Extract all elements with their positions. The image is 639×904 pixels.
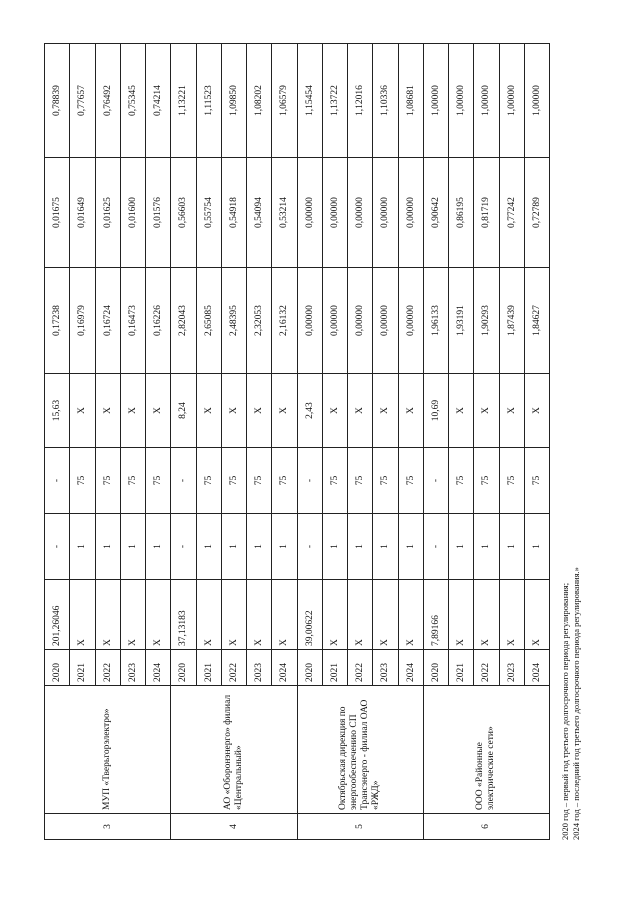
value-b-cell: 0,55754	[196, 158, 221, 268]
loss-cell: X	[247, 374, 272, 448]
coef-cell: 0,78839	[45, 44, 70, 158]
organization-name-cell: Октябрьская дирекция по энергообеспечению СП Трансэнерго - филиал ОАО «РЖД»	[297, 686, 423, 814]
percent-cell: 75	[373, 448, 398, 514]
percent-cell: 75	[499, 448, 524, 514]
coef-cell: 1,13722	[322, 44, 347, 158]
loss-cell: 8,24	[171, 374, 196, 448]
base-value-cell: X	[70, 580, 95, 650]
value-a-cell: 2,65085	[196, 268, 221, 374]
loss-cell: X	[196, 374, 221, 448]
coef-cell: 1,06579	[272, 44, 297, 158]
tariff-table	[44, 43, 550, 840]
percent-cell: 75	[398, 448, 423, 514]
value-a-cell: 2,16132	[272, 268, 297, 374]
index-cell: -	[423, 514, 448, 580]
value-b-cell: 0,53214	[272, 158, 297, 268]
percent-cell: -	[171, 448, 196, 514]
coef-cell: 0,74214	[146, 44, 171, 158]
index-cell: 1	[146, 514, 171, 580]
value-b-cell: 0,01600	[120, 158, 145, 268]
value-b-cell: 0,00000	[398, 158, 423, 268]
base-value-cell: 39,00622	[297, 580, 322, 650]
value-b-cell: 0,77242	[499, 158, 524, 268]
value-b-cell: 0,72789	[524, 158, 549, 268]
loss-cell: 10,69	[423, 374, 448, 448]
percent-cell: 75	[120, 448, 145, 514]
index-cell: 1	[322, 514, 347, 580]
base-value-cell: X	[322, 580, 347, 650]
footnotes	[560, 567, 583, 840]
year-cell: 2023	[247, 650, 272, 686]
percent-cell: -	[423, 448, 448, 514]
row-number-cell: 3	[45, 814, 171, 840]
coef-cell: 1,00000	[499, 44, 524, 158]
index-cell: 1	[524, 514, 549, 580]
percent-cell: 75	[474, 448, 499, 514]
coef-cell: 1,08202	[247, 44, 272, 158]
value-a-cell: 1,87439	[499, 268, 524, 374]
loss-cell: 2,43	[297, 374, 322, 448]
base-value-cell: 37,13183	[171, 580, 196, 650]
index-cell: 1	[449, 514, 474, 580]
percent-cell: 75	[449, 448, 474, 514]
year-cell: 2024	[272, 650, 297, 686]
coef-cell: 1,12016	[348, 44, 373, 158]
year-cell: 2020	[171, 650, 196, 686]
index-cell: 1	[398, 514, 423, 580]
value-a-cell: 2,48395	[221, 268, 246, 374]
value-a-cell: 0,16226	[146, 268, 171, 374]
loss-cell: X	[272, 374, 297, 448]
value-a-cell: 1,84627	[524, 268, 549, 374]
base-value-cell: 201,26046	[45, 580, 70, 650]
table-row	[171, 44, 196, 840]
row-number-cell: 4	[171, 814, 297, 840]
coef-cell: 0,76492	[95, 44, 120, 158]
coef-cell: 1,00000	[524, 44, 549, 158]
index-cell: 1	[70, 514, 95, 580]
year-cell: 2021	[70, 650, 95, 686]
index-cell: 1	[196, 514, 221, 580]
value-b-cell: 0,01675	[45, 158, 70, 268]
loss-cell: 15,63	[45, 374, 70, 448]
year-cell: 2023	[373, 650, 398, 686]
value-a-cell: 0,16979	[70, 268, 95, 374]
percent-cell: 75	[146, 448, 171, 514]
coef-cell: 1,00000	[423, 44, 448, 158]
percent-cell: 75	[95, 448, 120, 514]
table-row	[45, 44, 70, 840]
value-a-cell: 0,00000	[297, 268, 322, 374]
value-a-cell: 0,17238	[45, 268, 70, 374]
year-cell: 2024	[524, 650, 549, 686]
base-value-cell: X	[247, 580, 272, 650]
value-b-cell: 0,00000	[373, 158, 398, 268]
index-cell: 1	[499, 514, 524, 580]
value-b-cell: 0,90642	[423, 158, 448, 268]
index-cell: -	[45, 514, 70, 580]
percent-cell: 75	[196, 448, 221, 514]
index-cell: 1	[221, 514, 246, 580]
index-cell: -	[171, 514, 196, 580]
year-cell: 2021	[449, 650, 474, 686]
index-cell: 1	[247, 514, 272, 580]
base-value-cell: X	[196, 580, 221, 650]
base-value-cell: X	[398, 580, 423, 650]
percent-cell: 75	[70, 448, 95, 514]
index-cell: -	[297, 514, 322, 580]
loss-cell: X	[524, 374, 549, 448]
loss-cell: X	[146, 374, 171, 448]
base-value-cell: X	[499, 580, 524, 650]
loss-cell: X	[322, 374, 347, 448]
index-cell: 1	[120, 514, 145, 580]
base-value-cell: X	[146, 580, 171, 650]
coef-cell: 1,00000	[474, 44, 499, 158]
percent-cell: 75	[272, 448, 297, 514]
value-b-cell: 0,00000	[297, 158, 322, 268]
value-b-cell: 0,54094	[247, 158, 272, 268]
value-a-cell: 2,32053	[247, 268, 272, 374]
footnote-first-year: 2020 год – первый год третьего долгосрочного периода регулирования;	[560, 582, 570, 840]
base-value-cell: X	[95, 580, 120, 650]
year-cell: 2024	[146, 650, 171, 686]
coef-cell: 1,11523	[196, 44, 221, 158]
percent-cell: 75	[348, 448, 373, 514]
index-cell: 1	[95, 514, 120, 580]
percent-cell: 75	[247, 448, 272, 514]
value-a-cell: 0,00000	[348, 268, 373, 374]
year-cell: 2023	[120, 650, 145, 686]
index-cell: 1	[348, 514, 373, 580]
value-b-cell: 0,00000	[322, 158, 347, 268]
value-b-cell: 0,54918	[221, 158, 246, 268]
loss-cell: X	[70, 374, 95, 448]
value-b-cell: 0,56603	[171, 158, 196, 268]
row-number-cell: 6	[423, 814, 549, 840]
year-cell: 2021	[322, 650, 347, 686]
loss-cell: X	[449, 374, 474, 448]
index-cell: 1	[272, 514, 297, 580]
coef-cell: 0,77657	[70, 44, 95, 158]
loss-cell: X	[499, 374, 524, 448]
table-row	[297, 44, 322, 840]
year-cell: 2023	[499, 650, 524, 686]
loss-cell: X	[348, 374, 373, 448]
year-cell: 2022	[348, 650, 373, 686]
index-cell: 1	[373, 514, 398, 580]
row-number-cell: 5	[297, 814, 423, 840]
value-a-cell: 1,93191	[449, 268, 474, 374]
index-cell: 1	[474, 514, 499, 580]
footnote-last-year: 2024 год – последний год третьего долгосрочного периода регулирования.»	[571, 567, 582, 840]
value-a-cell: 0,16724	[95, 268, 120, 374]
organization-name-cell: МУП «Тверьгорэлектро»	[45, 686, 171, 814]
organization-name-cell: АО «Оборонэнерго» филиал «Центральный»	[171, 686, 297, 814]
year-cell: 2020	[423, 650, 448, 686]
value-b-cell: 0,81719	[474, 158, 499, 268]
value-a-cell: 0,16473	[120, 268, 145, 374]
percent-cell: 75	[221, 448, 246, 514]
value-a-cell: 1,90293	[474, 268, 499, 374]
year-cell: 2024	[398, 650, 423, 686]
base-value-cell: X	[348, 580, 373, 650]
base-value-cell: X	[120, 580, 145, 650]
loss-cell: X	[398, 374, 423, 448]
percent-cell: -	[297, 448, 322, 514]
value-b-cell: 0,01625	[95, 158, 120, 268]
year-cell: 2020	[45, 650, 70, 686]
year-cell: 2020	[297, 650, 322, 686]
table-row	[423, 44, 448, 840]
year-cell: 2022	[221, 650, 246, 686]
base-value-cell: 7,89166	[423, 580, 448, 650]
percent-cell: -	[45, 448, 70, 514]
coef-cell: 1,08681	[398, 44, 423, 158]
year-cell: 2021	[196, 650, 221, 686]
coef-cell: 1,10336	[373, 44, 398, 158]
value-b-cell: 0,86195	[449, 158, 474, 268]
organization-name-cell: ООО «Районные электрические сети»	[423, 686, 549, 814]
loss-cell: X	[373, 374, 398, 448]
coef-cell: 0,75345	[120, 44, 145, 158]
base-value-cell: X	[449, 580, 474, 650]
coef-cell: 1,09850	[221, 44, 246, 158]
value-a-cell: 0,00000	[398, 268, 423, 374]
value-b-cell: 0,01649	[70, 158, 95, 268]
loss-cell: X	[120, 374, 145, 448]
coef-cell: 1,00000	[449, 44, 474, 158]
coef-cell: 1,13221	[171, 44, 196, 158]
value-b-cell: 0,00000	[348, 158, 373, 268]
coef-cell: 1,15454	[297, 44, 322, 158]
value-a-cell: 0,00000	[322, 268, 347, 374]
loss-cell: X	[221, 374, 246, 448]
year-cell: 2022	[474, 650, 499, 686]
loss-cell: X	[95, 374, 120, 448]
base-value-cell: X	[474, 580, 499, 650]
value-a-cell: 2,82043	[171, 268, 196, 374]
base-value-cell: X	[524, 580, 549, 650]
percent-cell: 75	[524, 448, 549, 514]
year-cell: 2022	[95, 650, 120, 686]
value-b-cell: 0,01576	[146, 158, 171, 268]
percent-cell: 75	[322, 448, 347, 514]
value-a-cell: 1,96133	[423, 268, 448, 374]
table-body	[45, 44, 550, 840]
value-a-cell: 0,00000	[373, 268, 398, 374]
base-value-cell: X	[373, 580, 398, 650]
loss-cell: X	[474, 374, 499, 448]
base-value-cell: X	[221, 580, 246, 650]
base-value-cell: X	[272, 580, 297, 650]
